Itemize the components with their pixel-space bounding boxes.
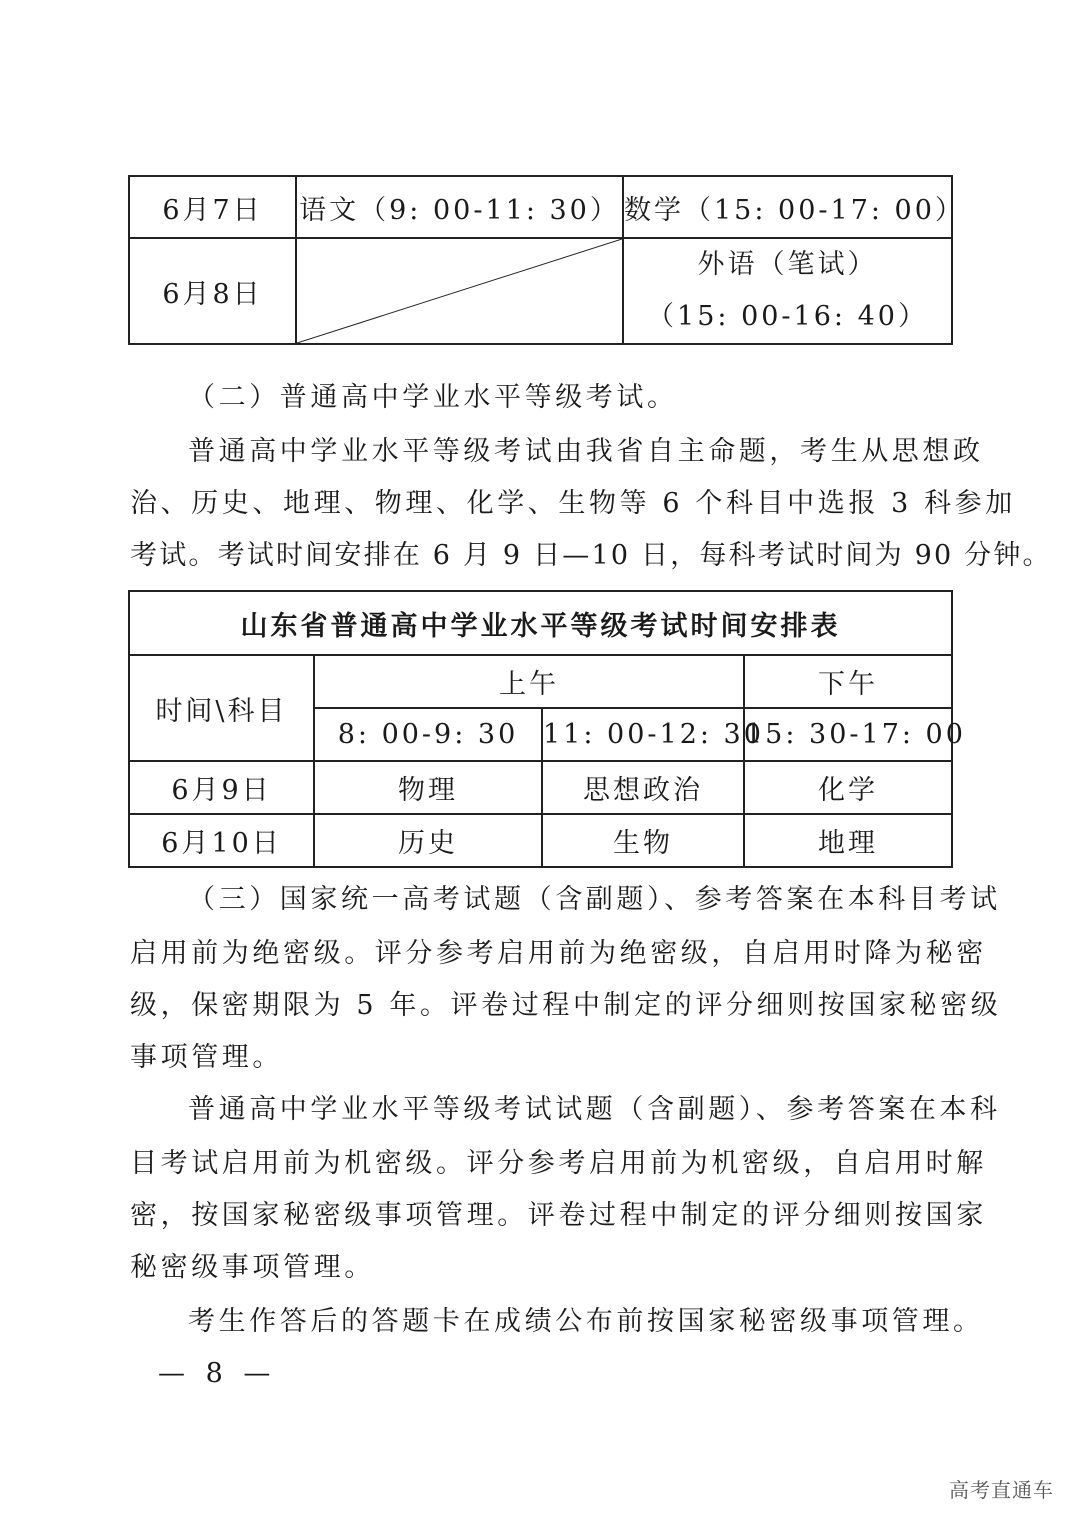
- date-cell: 6月9日: [129, 761, 314, 814]
- date-cell: 6月7日: [129, 176, 296, 238]
- paragraph-line: 考生作答后的答题卡在成绩公布前按国家秘密级事项管理。: [188, 1306, 984, 1337]
- time-slot: 11: 00-12: 30: [542, 708, 744, 761]
- empty-diagonal-cell: [296, 238, 623, 344]
- paragraph-line: 考试。考试时间安排在 6 月 9 日—10 日，每科考试时间为 90 分钟。: [130, 540, 1052, 571]
- paragraph-line: 事项管理。: [130, 1042, 283, 1073]
- page-number: — 8 —: [158, 1358, 277, 1389]
- subject-cell: 思想政治: [542, 761, 744, 814]
- afternoon-header: 下午: [744, 655, 952, 708]
- subject-time: （15: 00-16: 40）: [647, 301, 928, 332]
- diagonal-line: [297, 239, 622, 343]
- morning-header: 上午: [314, 655, 744, 708]
- subject-cell: 物理: [314, 761, 542, 814]
- table-row: [129, 176, 952, 238]
- paragraph-line: 目考试启用前为机密级。评分参考启用前为机密级，自启用时解: [130, 1148, 987, 1179]
- subject-cell: 历史: [314, 814, 542, 867]
- table-row: [129, 761, 952, 814]
- corner-header: 时间\科目: [129, 655, 314, 761]
- paragraph-line: 启用前为绝密级。评分参考启用前为绝密级，自启用时降为秘密: [130, 938, 987, 969]
- watermark: 高考直通车: [949, 1478, 1054, 1502]
- date-cell: 6月10日: [129, 814, 314, 867]
- paragraph-line: 级，保密期限为 5 年。评卷过程中制定的评分细则按国家秘密级: [130, 990, 1002, 1021]
- time-slot: 15: 30-17: 00: [744, 708, 952, 761]
- paragraph-line: （三）国家统一高考试题（含副题）、参考答案在本科目考试: [188, 884, 1001, 915]
- table-header-row: [129, 655, 952, 708]
- subject-cell: 地理: [744, 814, 952, 867]
- paragraph-line: 密，按国家秘密级事项管理。评卷过程中制定的评分细则按国家: [130, 1200, 987, 1231]
- time-slot: 8: 00-9: 30: [314, 708, 542, 761]
- table-row: [129, 238, 952, 344]
- date-cell: 6月8日: [129, 238, 296, 344]
- subject-cell: 化学: [744, 761, 952, 814]
- subject-label: 外语（笔试）: [697, 249, 878, 280]
- paragraph-line: 秘密级事项管理。: [130, 1252, 375, 1283]
- paragraph-line: 普通高中学业水平等级考试试题（含副题）、参考答案在本科: [188, 1094, 1001, 1125]
- subject-cell: 数学（15: 00-17: 00）: [623, 176, 952, 238]
- level-exam-table: [128, 590, 966, 868]
- subject-cell: [623, 238, 952, 344]
- section-heading: （二）普通高中学业水平等级考试。: [188, 382, 678, 413]
- paragraph-line: 普通高中学业水平等级考试由我省自主命题，考生从思想政: [188, 436, 984, 467]
- table-row: [129, 814, 952, 867]
- paragraph-line: 治、历史、地理、物理、化学、生物等 6 个科目中选报 3 科参加: [130, 488, 1016, 519]
- subject-cell: 语文（9: 00-11: 30）: [296, 176, 623, 238]
- table-title: 山东省普通高中学业水平等级考试时间安排表: [129, 591, 952, 655]
- subject-cell: 生物: [542, 814, 744, 867]
- national-exam-table: [128, 175, 965, 345]
- table-title-row: [129, 591, 952, 655]
